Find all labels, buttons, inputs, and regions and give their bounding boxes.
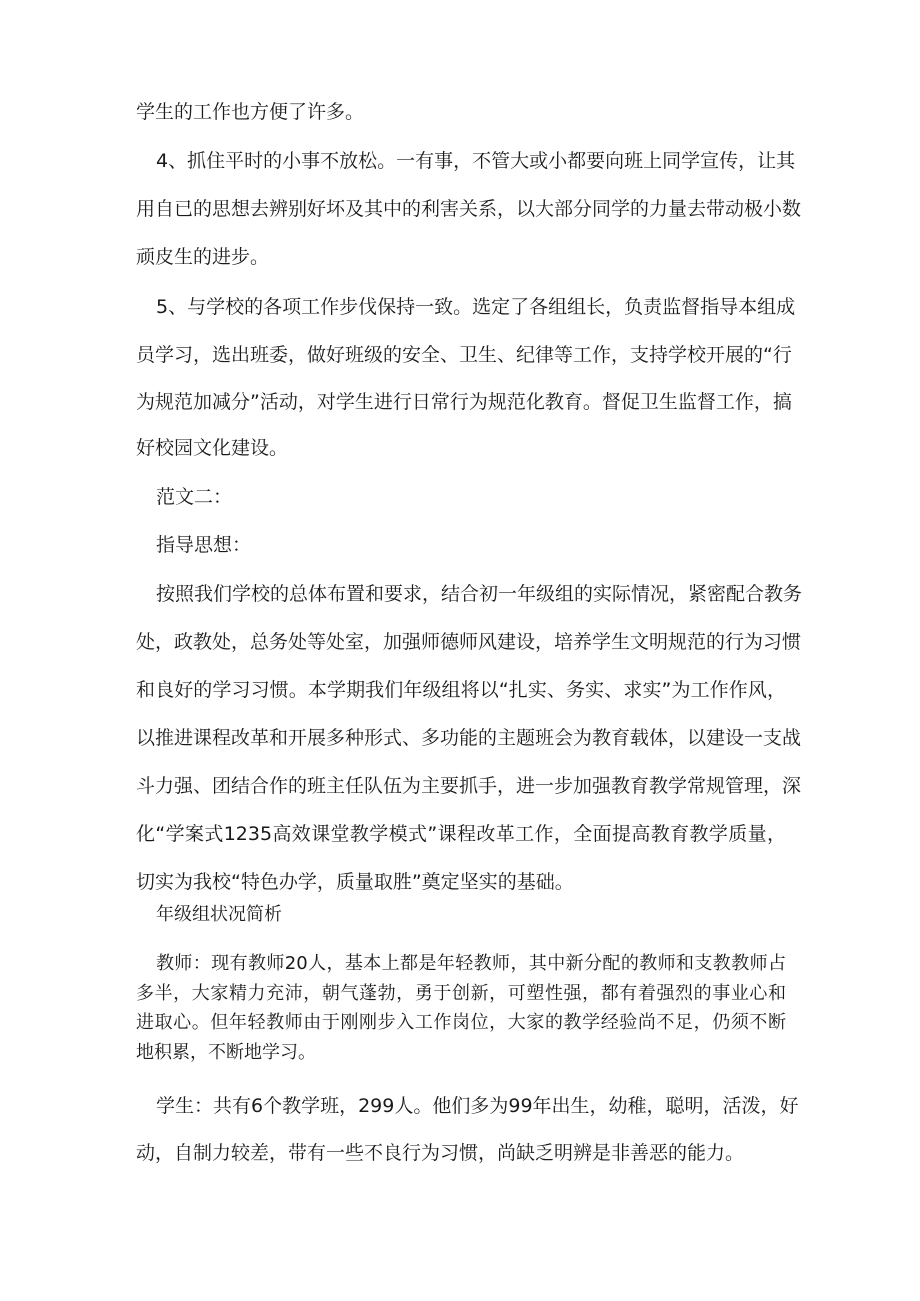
- paragraph-line: 好校园文化建设。: [136, 437, 289, 459]
- paragraph-line: 为规范加减分”活动，对学生进行日常行为规范化教育。督促卫生监督工作，搞: [136, 391, 792, 413]
- paragraph-line: 员学习，选出班委，做好班级的安全、卫生、纪律等工作，支持学校开展的“行: [136, 344, 792, 366]
- paragraph-line: 5、与学校的各项工作步伐保持一致。选定了各组组长，负责监督指导本组成: [156, 296, 796, 318]
- section-heading: 范文二：: [156, 486, 233, 508]
- paragraph-line: 学生的工作也方便了许多。: [136, 101, 365, 123]
- paragraph-line: 进取心。但年轻教师由于刚刚步入工作岗位，大家的教学经验尚不足，仍须不断: [136, 1012, 786, 1033]
- paragraph-line: 地积累，不断地学习。: [136, 1042, 316, 1063]
- paragraph-line: 化“学案式1235高效课堂教学模式”课程改革工作，全面提高教育教学质量，: [136, 823, 786, 845]
- paragraph-line: 斗力强、团结合作的班主任队伍为主要抓手，进一步加强教育教学常规管理，深: [136, 775, 802, 797]
- paragraph-line: 处，政教处，总务处等处室，加强师德师风建设，培养学生文明规范的行为习惯: [136, 631, 802, 653]
- paragraph-line: 多半，大家精力充沛，朝气蓬勃，勇于创新，可塑性强，都有着强烈的事业心和: [136, 983, 786, 1004]
- paragraph-line: 以推进课程改革和开展多种形式、多功能的主题班会为教育载体，以建设一支战: [136, 727, 802, 749]
- paragraph-line: 学生：共有6个教学班，299人。他们多为99年出生，幼稚，聪明，活泼，好: [156, 1095, 799, 1117]
- paragraph-line: 用自已的思想去辨别好坏及其中的利害关系，以大部分同学的力量去带动极小数: [136, 198, 802, 220]
- paragraph-line: 教师：现有教师20人，基本上都是年轻教师，其中新分配的教师和支教教师占: [156, 953, 786, 974]
- paragraph-line: 切实为我校“特色办学，质量取胜”奠定坚实的基础。: [136, 871, 574, 893]
- section-heading: 指导思想：: [156, 534, 252, 556]
- paragraph-line: 按照我们学校的总体布置和要求，结合初一年级组的实际情况，紧密配合教务: [156, 583, 803, 605]
- paragraph-line: 动，自制力较差，带有一些不良行为习惯，尚缺乏明辨是非善恶的能力。: [136, 1142, 745, 1164]
- paragraph-line: 4、抓住平时的小事不放松。一有事，不管大或小都要向班上同学宣传，让其: [156, 150, 796, 172]
- section-heading: 年级组状况简析: [156, 904, 282, 925]
- paragraph-line: 顽皮生的进步。: [136, 246, 270, 268]
- paragraph-line: 和良好的学习习惯。本学期我们年级组将以“扎实、务实、求实”为工作作风，: [136, 679, 786, 701]
